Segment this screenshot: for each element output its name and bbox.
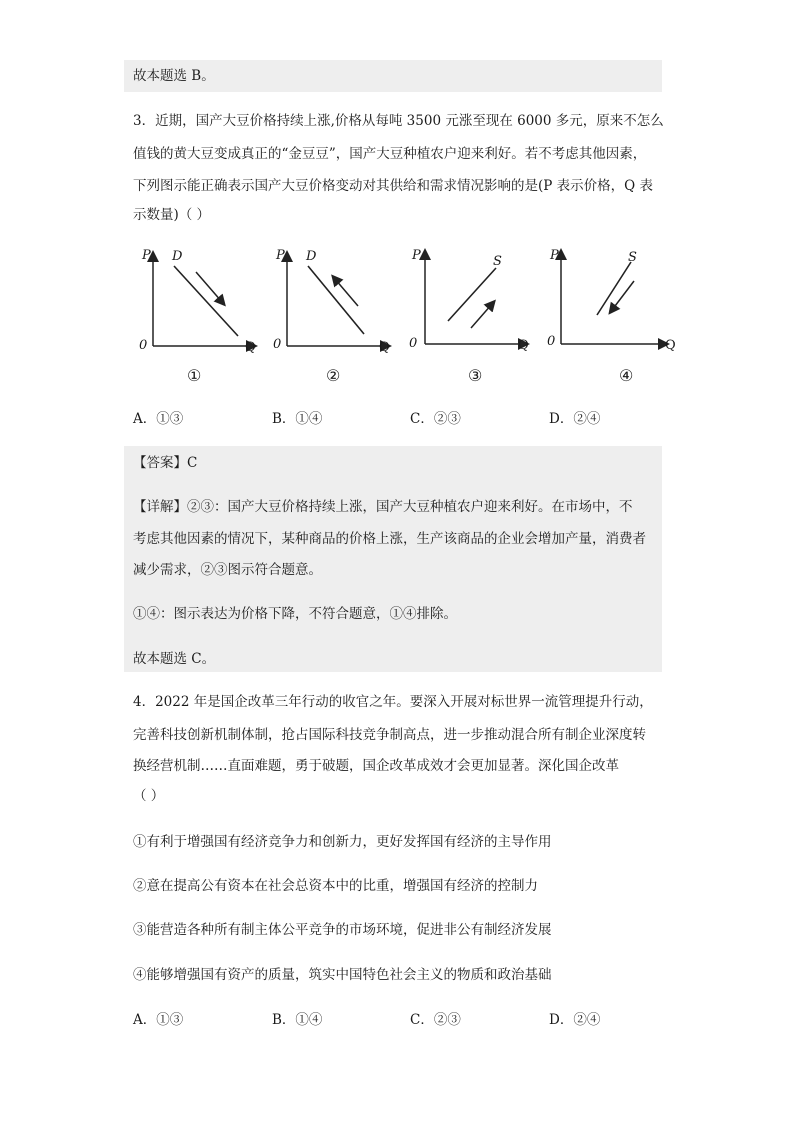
graph-1-origin-label: 0 bbox=[139, 338, 148, 353]
q3-stem-line-3: 下列图示能正确表示国产大豆价格变动对其供给和需求情况影响的是(P 表示价格，Q 表 bbox=[133, 178, 653, 194]
graph-4-q-label: Q bbox=[665, 338, 676, 353]
q4-statement-4: ④能够增强国有资产的质量，筑实中国特色社会主义的物质和政治基础 bbox=[133, 967, 552, 983]
graph-2-number: ② bbox=[326, 366, 341, 385]
graph-4-curve-label: S bbox=[628, 250, 637, 265]
graph-3-p-label: P bbox=[412, 248, 421, 263]
graph-1-curve-label: D bbox=[172, 249, 183, 264]
q3-detail-line-2: 考虑其他因素的情况下，某种商品的价格上涨，生产该商品的企业会增加产量，消费者 bbox=[133, 531, 646, 547]
q3-option-b: B．①④ bbox=[272, 411, 323, 427]
graph-4-number: ④ bbox=[619, 366, 634, 385]
q3-answer: 【答案】C bbox=[133, 455, 198, 471]
graph-3 bbox=[406, 248, 536, 358]
q3-option-d: D．②④ bbox=[549, 411, 601, 427]
q4-option-d: D．②④ bbox=[549, 1012, 601, 1028]
q4-stem-line-1: 4．2022 年是国企改革三年行动的收官之年。要深入开展对标世界一流管理提升行动， bbox=[133, 694, 653, 710]
q4-statement-1: ①有利于增强国有经济竞争力和创新力，更好发挥国有经济的主导作用 bbox=[133, 834, 552, 850]
q3-exclusion: ①④：图示表达为价格下降，不符合题意，①④排除。 bbox=[133, 606, 457, 622]
graph-4-origin-label: 0 bbox=[547, 334, 556, 349]
graph-3-number: ③ bbox=[468, 366, 483, 385]
graph-1-q-label: Q bbox=[245, 340, 256, 355]
q3-stem-line-1: 3．近期，国产大豆价格持续上涨,价格从每吨 3500 元涨至现在 6000 多元，原来不怎么 bbox=[133, 113, 664, 129]
graph-4-p-label: P bbox=[550, 248, 559, 263]
prev-conclusion: 故本题选 B。 bbox=[133, 68, 215, 84]
q3-option-c: C．②③ bbox=[410, 411, 461, 427]
graph-2-curve-label: D bbox=[306, 249, 317, 264]
q3-option-a: A．①③ bbox=[133, 411, 184, 427]
q4-option-c: C．②③ bbox=[410, 1012, 461, 1028]
q4-stem-line-3: 换经营机制……直面难题，勇于破题，国企改革成效才会更加显著。深化国企改革 bbox=[133, 758, 619, 774]
graph-2-origin-label: 0 bbox=[273, 337, 282, 352]
q4-statement-3: ③能营造各种所有制主体公平竞争的市场环境，促进非公有制经济发展 bbox=[133, 922, 552, 938]
q4-stem-line-4: （ ） bbox=[133, 788, 165, 804]
graph-1 bbox=[134, 248, 264, 358]
graph-2 bbox=[268, 248, 398, 358]
q3-answer-band bbox=[124, 446, 662, 672]
q4-option-a: A．①③ bbox=[133, 1012, 184, 1028]
graph-3-origin-label: 0 bbox=[409, 336, 418, 351]
graph-2-p-label: P bbox=[276, 248, 285, 263]
q3-conclusion: 故本题选 C。 bbox=[133, 651, 216, 667]
graph-4 bbox=[546, 248, 680, 358]
q3-detail-line-1: 【详解】②③：国产大豆价格持续上涨，国产大豆种植农户迎来利好。在市场中，不 bbox=[133, 499, 633, 515]
graph-4-axes bbox=[546, 248, 680, 358]
q4-stem-line-2: 完善科技创新机制体制，抢占国际科技竞争制高点，进一步推动混合所有制企业深度转 bbox=[133, 727, 646, 743]
graph-1-number: ① bbox=[187, 366, 202, 385]
graph-2-q-label: Q bbox=[379, 340, 390, 355]
q3-stem-line-4: 示数量)（ ） bbox=[133, 207, 211, 223]
graph-3-axes bbox=[406, 248, 536, 358]
q4-option-b: B．①④ bbox=[272, 1012, 323, 1028]
q3-stem-line-2: 值钱的黄大豆变成真正的“金豆豆”，国产大豆种植农户迎来利好。若不考虑其他因素， bbox=[133, 146, 647, 162]
graph-3-q-label: Q bbox=[518, 338, 529, 353]
graph-1-p-label: P bbox=[142, 248, 151, 263]
q3-detail-line-3: 减少需求，②③图示符合题意。 bbox=[133, 562, 322, 578]
q4-statement-2: ②意在提高公有资本在社会总资本中的比重，增强国有经济的控制力 bbox=[133, 878, 538, 894]
graph-3-curve-label: S bbox=[493, 254, 502, 269]
